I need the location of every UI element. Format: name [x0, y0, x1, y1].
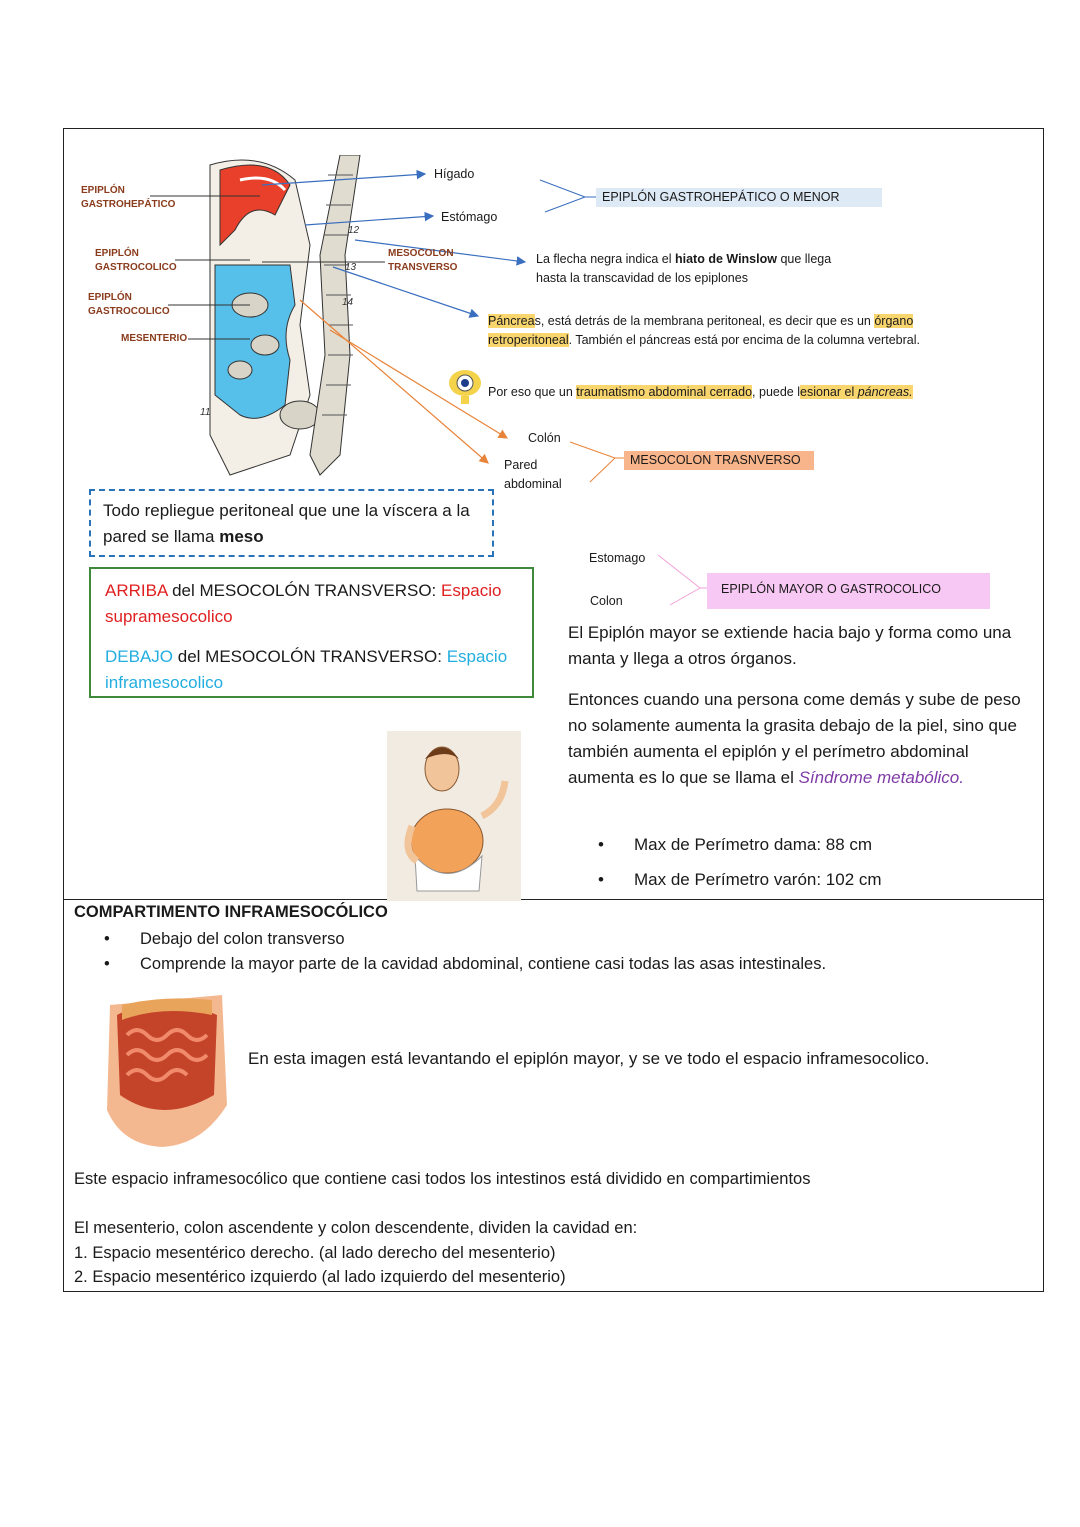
- label-pared-abdominal: Pared abdominal: [504, 458, 562, 491]
- list-item: 1. Espacio mesentérico derecho. (al lado derecho del mesenterio): [74, 1244, 556, 1262]
- label-mesocolon-transverso: MESOCOLON TRANSVERSO: [388, 248, 458, 273]
- label-colon-2: Colon: [590, 594, 623, 608]
- trauma-note: Por eso que un traumatismo abdominal cerrado, puede lesionar el páncreas.: [488, 385, 913, 399]
- pancreas-note: Páncreas, está detrás de la membrana peritoneal, es decir que es un órgano retroperitoneal. También el páncreas está por encima de la columna vertebral.: [488, 314, 920, 347]
- tag-mesocolon-transverso: MESOCOLON TRASNVERSO: [624, 451, 814, 470]
- inframesocolic-line: DEBAJO del MESOCOLÓN TRANSVERSO: Espacio inframesocolico: [105, 647, 508, 692]
- division-paragraph: El mesenterio, colon ascendente y colon descendente, dividen la cavidad en:: [74, 1219, 638, 1237]
- epiplon-mayor-paragraph: El Epiplón mayor se extiende hacia bajo y forma como una manta y llega a otros órganos.: [568, 623, 1012, 668]
- vertebra-number: 12: [348, 225, 360, 236]
- perimetro-list: [568, 832, 1018, 893]
- spaces-box: [89, 567, 534, 698]
- sindrome-paragraph: Entonces cuando una persona come demás y sube de peso no solamente aumenta la grasita debajo de la piel, sino que también aumenta el epiplón y el perímetro abdominal aumenta es lo que se llama el Síndrome metabólico.: [568, 690, 1021, 787]
- label-mesenterio: MESENTERIO: [121, 333, 188, 344]
- intestines-caption: En esta imagen está levantando el epiplón mayor, y se ve todo el espacio inframesocolico.: [248, 1049, 930, 1068]
- winslow-note: La flecha negra indica el hiato de Winslow que llega hasta la transcavidad de los epiplones: [536, 252, 832, 285]
- list-item: • Comprende la mayor parte de la cavidad abdominal, contiene casi todas las asas intestinales.: [74, 952, 1014, 977]
- supramesocolic-line: ARRIBA del MESOCOLÓN TRANSVERSO: Espacio supramesocolico: [105, 581, 502, 626]
- label-estomago: Estómago: [441, 210, 498, 224]
- vertebra-number: 11: [200, 407, 211, 418]
- list-item: • Max de Perímetro varón: 102 cm: [568, 867, 1018, 893]
- list-item: • Max de Perímetro dama: 88 cm: [568, 832, 1018, 858]
- vertebra-number: 13: [345, 262, 357, 273]
- label-estomago-2: Estomago: [589, 551, 646, 565]
- tag-epiplon-mayor: EPIPLÓN MAYOR O GASTROCOLICO: [707, 573, 990, 609]
- meso-definition-box: Todo repliegue peritoneal que une la víscera a la pared se llama meso: [89, 489, 494, 557]
- vertebra-number: 14: [342, 297, 354, 308]
- label-higado: Hígado: [434, 167, 475, 181]
- label-epiplon-gastrohepatico: EPIPLÓN GASTROHEPÁTICO: [81, 185, 176, 210]
- eye-icon: [448, 368, 482, 406]
- tag-epiplon-menor: EPIPLÓN GASTROHEPÁTICO O MENOR: [596, 188, 882, 207]
- intestines-illustration: [102, 995, 230, 1147]
- list-item: • Debajo del colon transverso: [74, 927, 1014, 952]
- inframesocolic-bullets: [74, 927, 1014, 977]
- pink-brace-lines: [650, 550, 710, 610]
- list-item: 2. Espacio mesentérico izquierdo (al lado izquierdo del mesenterio): [74, 1268, 566, 1286]
- label-epiplon-gastrocolico: EPIPLÓN GASTROCOLICO: [88, 292, 170, 317]
- overweight-man-illustration: [387, 731, 521, 901]
- compartments-paragraph: Este espacio inframesocólico que contiene casi todos los intestinos está dividido en compartimientos: [74, 1170, 811, 1188]
- inframesocolic-title: COMPARTIMENTO INFRAMESOCÓLICO: [74, 903, 388, 921]
- label-colon: Colón: [528, 431, 561, 445]
- label-epiplon-gastrocolico: EPIPLÓN GASTROCOLICO: [95, 248, 177, 273]
